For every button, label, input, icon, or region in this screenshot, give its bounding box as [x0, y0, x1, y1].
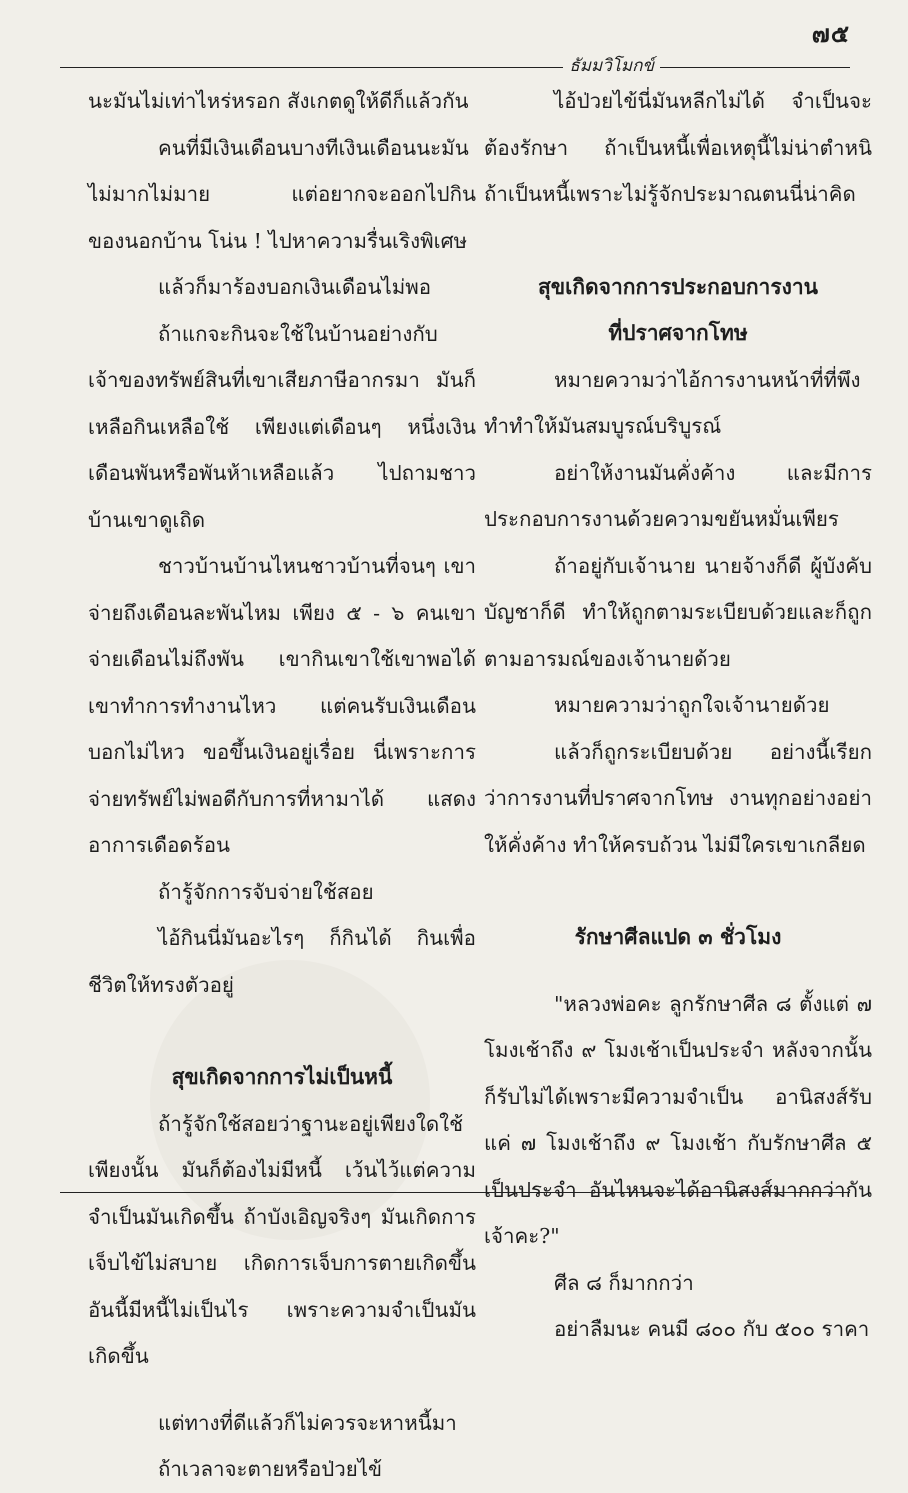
paragraph: ถ้ารู้จักใช้สอยว่าฐานะอยู่เพียงใดใช้เพียงนั้น มันก็ต้องไม่มีหนี้ เว้นไว้แต่ความจำเป็นมันเกิดขึ้น ถ้าบังเอิญจริงๆ มันเกิดการเจ็บไข้ไม่สบาย เกิดการเจ็บการตายเกิดขึ้น อันนี้มีหนี้ไม่เป็นไร เพราะความจำเป็นมันเกิดขึ้น	[88, 1111, 476, 1368]
header-rule	[60, 67, 850, 68]
paragraph: ถ้าอยู่กับเจ้านาย นายจ้างก็ดี ผู้บังคับบัญชาก็ดี ทำให้ถูกตามระเบียบด้วยและก็ถูกตามอารมณ์ของเจ้านายด้วย	[484, 553, 872, 671]
running-head	[60, 52, 850, 76]
paragraph: ไอ้ป่วยไข้นี่มันหลีกไม่ได้ จำเป็นจะต้องรักษา ถ้าเป็นหนี้เพื่อเหตุนี้ไม่น่าตำหนิ ถ้าเป็นหนี้เพราะไม่รู้จักประมาณตนนี่น่าคิด	[484, 89, 872, 206]
section-heading: รักษาศีลแปด ๓ ชั่วโมง	[574, 924, 782, 949]
spacer	[88, 1008, 476, 1054]
spacer	[484, 218, 872, 264]
section-heading: ที่ปราศจากโทษ	[608, 320, 748, 345]
paragraph: ไอ้กินนี่มันอะไรๆ ก็กินได้ กินเพื่อชีวิตให้ทรงตัวอยู่	[88, 926, 476, 997]
paragraph: แล้วก็ถูกระเบียบด้วย อย่างนี้เรียกว่าการงานที่ปราศจากโทษ งานทุกอย่างอย่าให้คั่งค้าง ทำให้ครบถ้วน ไม่มีใครเขาเกลียด	[484, 739, 872, 857]
spacer	[484, 961, 872, 981]
paragraph: ชาวบ้านบ้านไหนชาวบ้านที่จนๆ เขาจ่ายถึงเดือนละพันไหม เพียง ๕ - ๖ คนเขาจ่ายเดือนไม่ถึงพัน เขากินเขาใช้เขาพอได้ เขาทำการทำงานไหว แต่คนรับเงินเดือนบอกไม่ไหว ขอขึ้นเงินอยู่เรื่อย นี่เพราะการจ่ายทรัพย์ไม่พอดีกับการที่หามาได้ แสดงอาการเดือดร้อน	[88, 554, 476, 857]
left-column	[88, 78, 476, 1493]
section-heading: สุขเกิดจากการไม่เป็นหนี้	[171, 1064, 393, 1089]
page-number: ๗๕	[811, 19, 850, 48]
spacer	[484, 868, 872, 914]
paragraph: แล้วก็มาร้องบอกเงินเดือนไม่พอ	[158, 275, 432, 299]
paragraph: แต่ทางที่ดีแล้วก็ไม่ควรจะหาหนี้มา	[158, 1410, 457, 1435]
paragraph: อย่าให้งานมันคั่งค้าง และมีการประกอบการงานด้วยความขยันหมั่นเพียร	[484, 460, 872, 531]
paragraph: ศีล ๘ ก็มากกว่า	[554, 1270, 694, 1295]
text-line: นะมันไม่เท่าไหร่หรอก สังเกตดูให้ดีก็แล้วกัน	[88, 89, 469, 113]
footer-rule	[60, 1192, 850, 1193]
paragraph: ถ้าแกจะกินจะใช้ในบ้านอย่างกับเจ้าของทรัพย์สินที่เขาเสียภาษีอากรมา มันก็เหลือกินเหลือใช้ เพียงแต่เดือนๆ หนึ่งเงินเดือนพันหรือพันห้าเหลือแล้ว ไปถามชาวบ้านเขาดูเถิด	[88, 321, 476, 532]
spacer	[88, 1380, 476, 1400]
right-column	[484, 78, 872, 1353]
paragraph: ถ้าเวลาจะตายหรือป่วยไข้	[158, 1457, 383, 1481]
paragraph: หมายความว่าถูกใจเจ้านายด้วย	[554, 693, 830, 717]
paragraph: อย่าลืมนะ คนมี ๘๐๐ กับ ๕๐๐ ราคา	[554, 1317, 870, 1341]
paragraph: "หลวงพ่อคะ ลูกรักษาศีล ๘ ตั้งแต่ ๗ โมงเช้าถึง ๙ โมงเช้าเป็นประจำ หลังจากนั้นก็รับไม่ได้เพราะมีความจำเป็น อานิสงส์รับแค่ ๗ โมงเช้าถึง ๙ โมงเช้า กับรักษาศีล ๕ เป็นประจำ อันไหนจะได้อานิสงส์มากกว่ากันเจ้าคะ?"	[484, 991, 872, 1248]
paragraph: ถ้ารู้จักการจับจ่ายใช้สอย	[158, 879, 374, 904]
section-heading: สุขเกิดจากการประกอบการงาน	[537, 273, 819, 299]
paragraph: หมายความว่าไอ้การงานหน้าที่ที่พึงทำทำให้มันสมบูรณ์บริบูรณ์	[484, 367, 861, 438]
running-title: ธัมมวิโมกข์	[563, 52, 660, 79]
paragraph: คนที่มีเงินเดือนบางทีเงินเดือนนะมันไม่มากไม่มาย แต่อยากจะออกไปกินของนอกบ้าน โน่น ! ไปหาความรื่นเริงพิเศษ	[88, 135, 476, 253]
